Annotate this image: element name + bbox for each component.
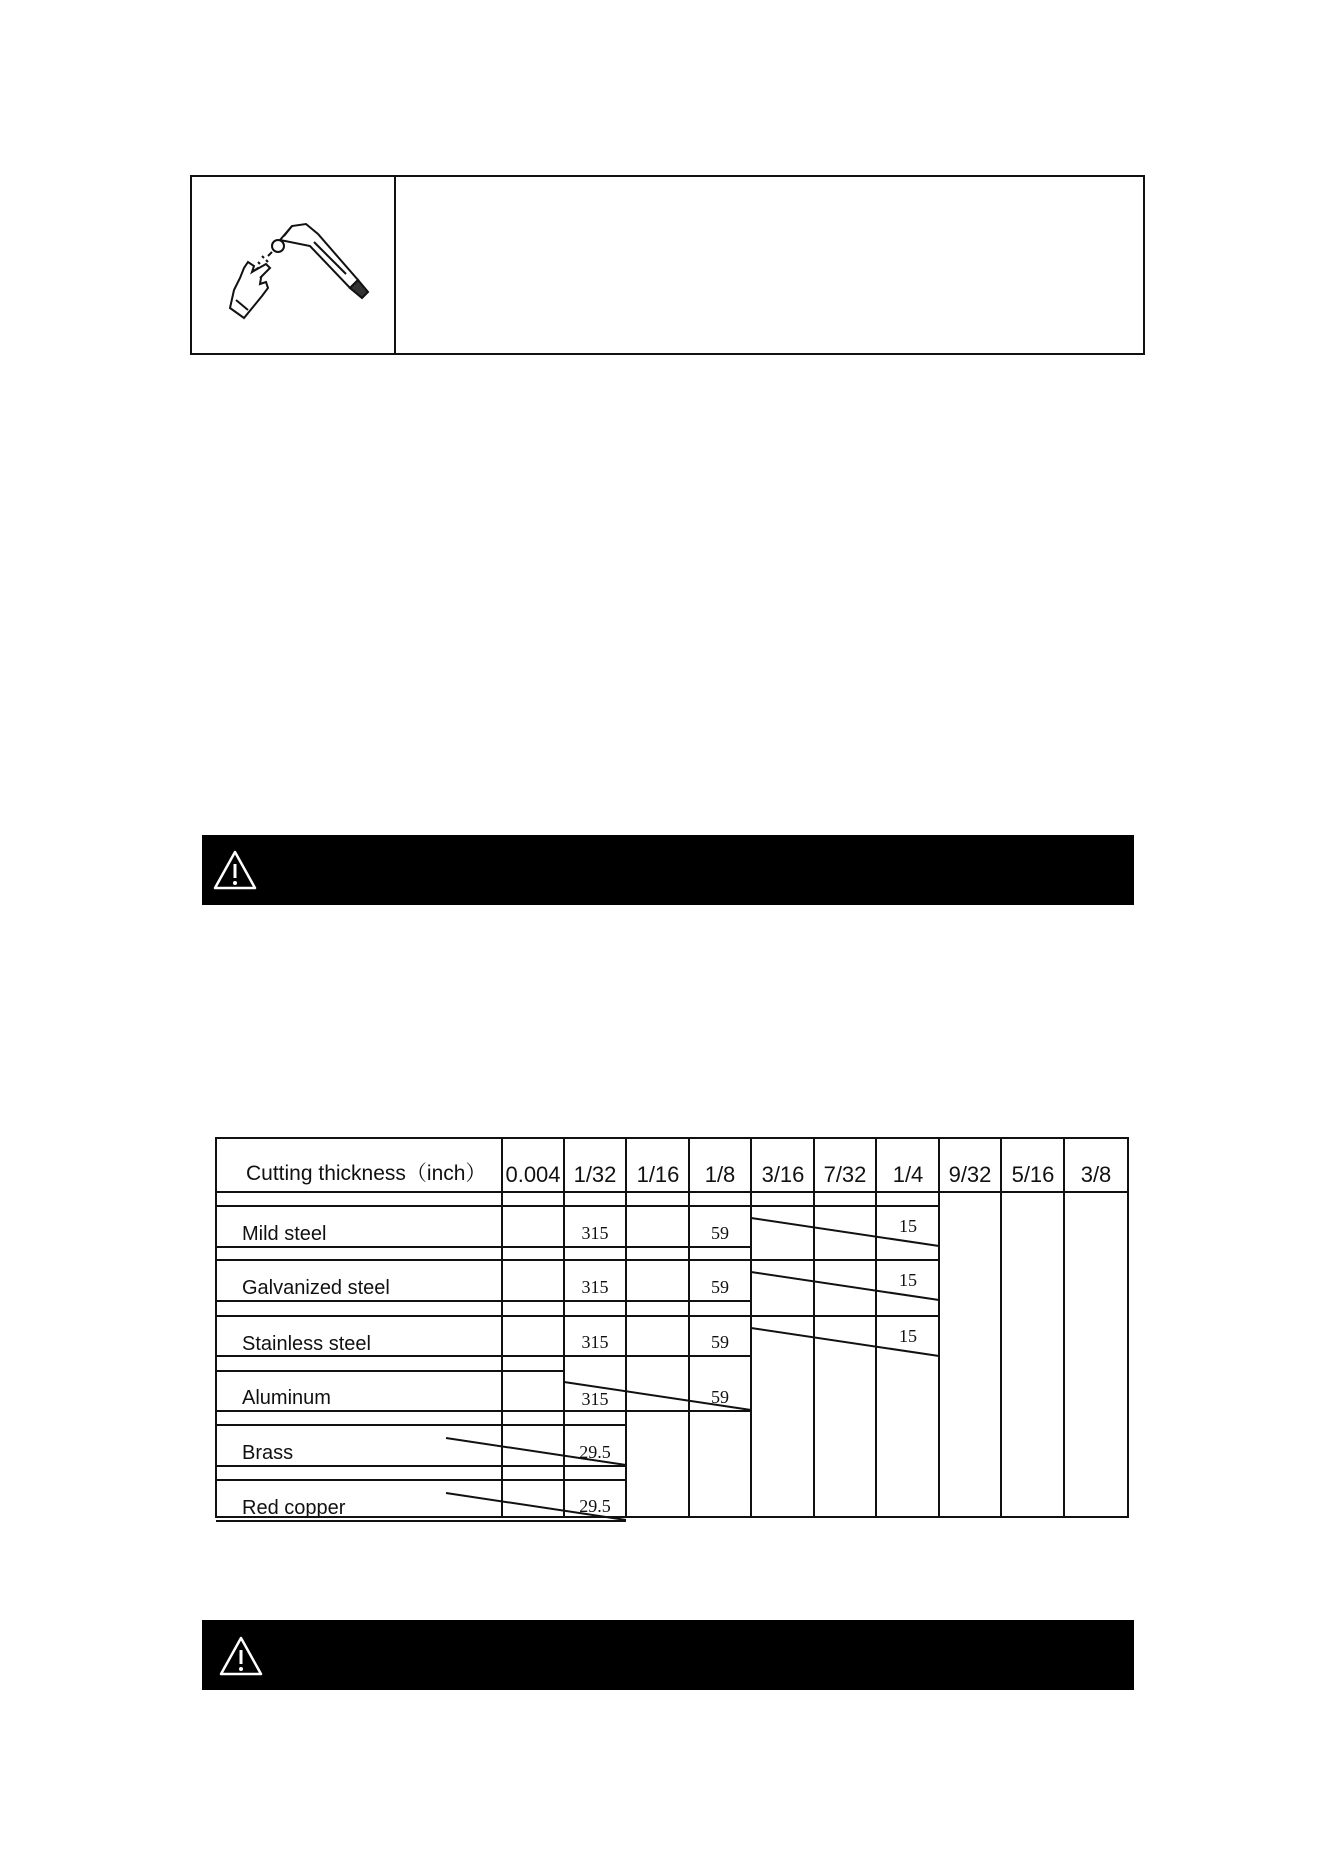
thickness-col-header: 5/16 (1011, 1162, 1055, 1187)
thickness-col-header: 1/16 (636, 1162, 680, 1187)
material-label: Brass (242, 1442, 294, 1464)
speed-value: 59 (711, 1387, 729, 1407)
material-label: Red copper (242, 1497, 346, 1519)
thickness-col-header: 1/8 (704, 1162, 736, 1187)
thickness-col-header: 7/32 (823, 1162, 867, 1187)
speed-value: 59 (711, 1277, 729, 1297)
material-label: Mild steel (242, 1223, 327, 1245)
material-label: Stainless steel (242, 1333, 371, 1355)
speed-value: 59 (711, 1223, 729, 1243)
warning-bar (202, 1620, 1134, 1690)
speed-value: 315 (581, 1223, 609, 1243)
thickness-col-header: 9/32 (948, 1162, 992, 1187)
speed-value: 15 (899, 1270, 917, 1290)
speed-value: 315 (581, 1332, 609, 1352)
thickness-col-header: 3/8 (1080, 1162, 1112, 1187)
material-label: Aluminum (242, 1387, 331, 1409)
warning-triangle-icon (218, 1635, 264, 1677)
material-label: Galvanized steel (242, 1277, 390, 1299)
thickness-col-header: 3/16 (761, 1162, 805, 1187)
table-header-label: Cutting thickness（inch） (246, 1162, 487, 1185)
thickness-col-header: 0.004 (505, 1162, 561, 1187)
speed-value: 29.5 (579, 1496, 611, 1516)
speed-value: 29.5 (579, 1442, 611, 1462)
speed-value: 315 (581, 1277, 609, 1297)
thickness-col-header: 1/32 (573, 1162, 617, 1187)
speed-value: 15 (899, 1326, 917, 1346)
speed-value: 15 (899, 1216, 917, 1236)
thickness-col-header: 1/4 (892, 1162, 924, 1187)
speed-value: 59 (711, 1332, 729, 1352)
speed-value: 315 (581, 1389, 609, 1409)
